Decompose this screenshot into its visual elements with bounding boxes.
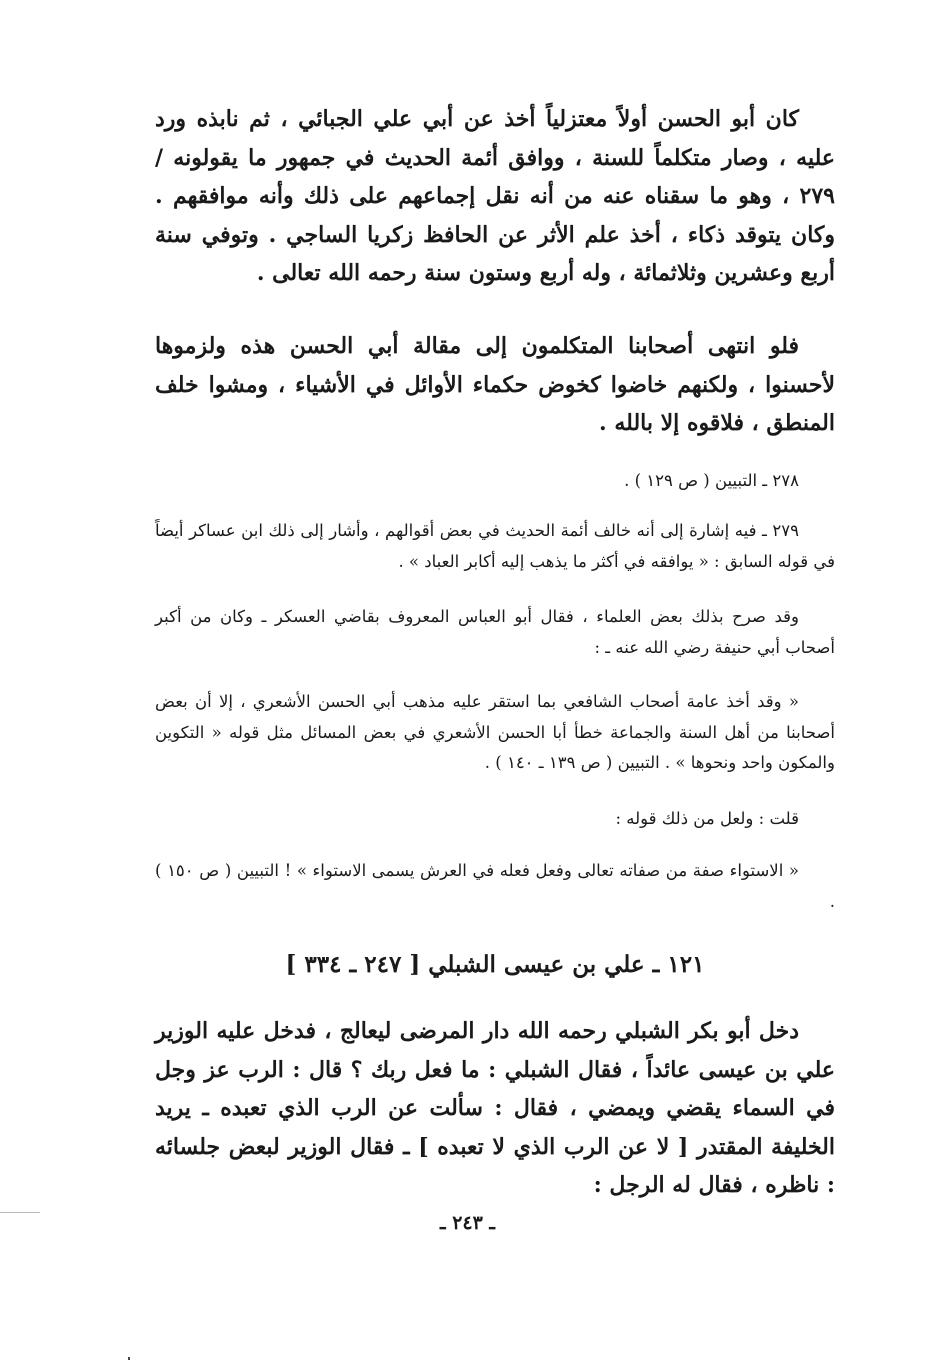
paragraph-biography: كان أبو الحسن أولاً معتزلياً أخذ عن أبي علي الجبائي ، ثم نابذه ورد عليه ، وصار متكلماً للسنة ، ووافق أئمة الحديث في جمهور ما يقولونه / ٢٧٩ ، وهو ما سقناه عنه من أنه نقل إجماعهم على ذلك وأنه موافقهم . وكان يتوقد ذكاء ، أخذ علم الأثر عن الحافظ زكريا الساجي . وتوفي سنة أربع وعشرين وثلاثمائة ، وله أربع وستون سنة رحمه الله تعالى . xyxy=(155,106,835,286)
footnote-279-quote2: « الاستواء صفة من صفاته تعالى وفعل فعله في العرش يسمى الاستواء » ! التبيين ( ص ١٥٠ ) . xyxy=(155,861,835,911)
page-number: ـ ٢٤٣ ـ xyxy=(440,1212,495,1234)
footnote-278: ٢٧٨ ـ التبيين ( ص ١٢٩ ) . xyxy=(624,471,799,490)
section-text xyxy=(155,1012,835,1205)
main-text-second xyxy=(155,327,835,443)
footnote-279-continuation-block xyxy=(155,602,835,663)
paragraph-section-121: دخل أبو بكر الشبلي رحمه الله دار المرضى ليعالج ، فدخل عليه الوزير علي بن عيسى عائداً ، فقال الشبلي : ما فعل ربك ؟ قال : الرب عز وجل في السماء يقضي ويمضي ، فقال : سألت عن الرب الذي تعبده ـ يريد الخليفة المقتدر [ لا عن الرب الذي لا تعبده ] ـ فقال الوزير لبعض جلسائه : ناظره ، فقال له الرجل : xyxy=(155,1018,835,1198)
paragraph-commentary: فلو انتهى أصحابنا المتكلمون إلى مقالة أبي الحسن هذه ولزموها لأحسنوا ، ولكنهم خاضوا كخوض حكماء الأوائل في الأشياء ، ومشوا خلف المنطق ، فلاقوه إلا بالله . xyxy=(155,333,835,436)
margin-mark xyxy=(0,1212,40,1213)
section-heading: ١٢١ ـ علي بن عيسى الشبلي [ ٢٤٧ ـ ٣٣٤ ] xyxy=(285,951,705,978)
footnote-279-quote-block xyxy=(155,687,835,779)
footnote-279-qult-block xyxy=(155,804,835,835)
footnote-278-block xyxy=(155,466,835,497)
footnote-279-continuation: وقد صرح بذلك بعض العلماء ، فقال أبو العباس المعروف بقاضي العسكر ـ وكان من أكبر أصحاب أبي حنيفة رضي الله عنه ـ : xyxy=(155,607,835,657)
footnote-279-block xyxy=(155,516,835,577)
scan-speck xyxy=(128,1357,130,1360)
footnote-279-quote: « وقد أخذ عامة أصحاب الشافعي بما استقر عليه مذهب أبي الحسن الأشعري ، إلا أن بعض أصحابنا من أهل السنة والجماعة خطأ أبا الحسن الأشعري في بعض المسائل مثل قوله « التكوين والمكون واحد ونحوها » . التبيين ( ص ١٣٩ ـ ١٤٠ ) . xyxy=(155,692,835,772)
footnote-279: ٢٧٩ ـ فيه إشارة إلى أنه خالف أئمة الحديث في بعض أقوالهم ، وأشار إلى ذلك ابن عساكر أيضاً في قوله السابق : « يوافقه في أكثر ما يذهب إليه أكابر العباد » . xyxy=(155,521,835,571)
main-text-top xyxy=(155,100,835,293)
footnote-279-qult: قلت : ولعل من ذلك قوله : xyxy=(615,809,799,828)
footnote-279-quote2-block xyxy=(155,856,835,917)
